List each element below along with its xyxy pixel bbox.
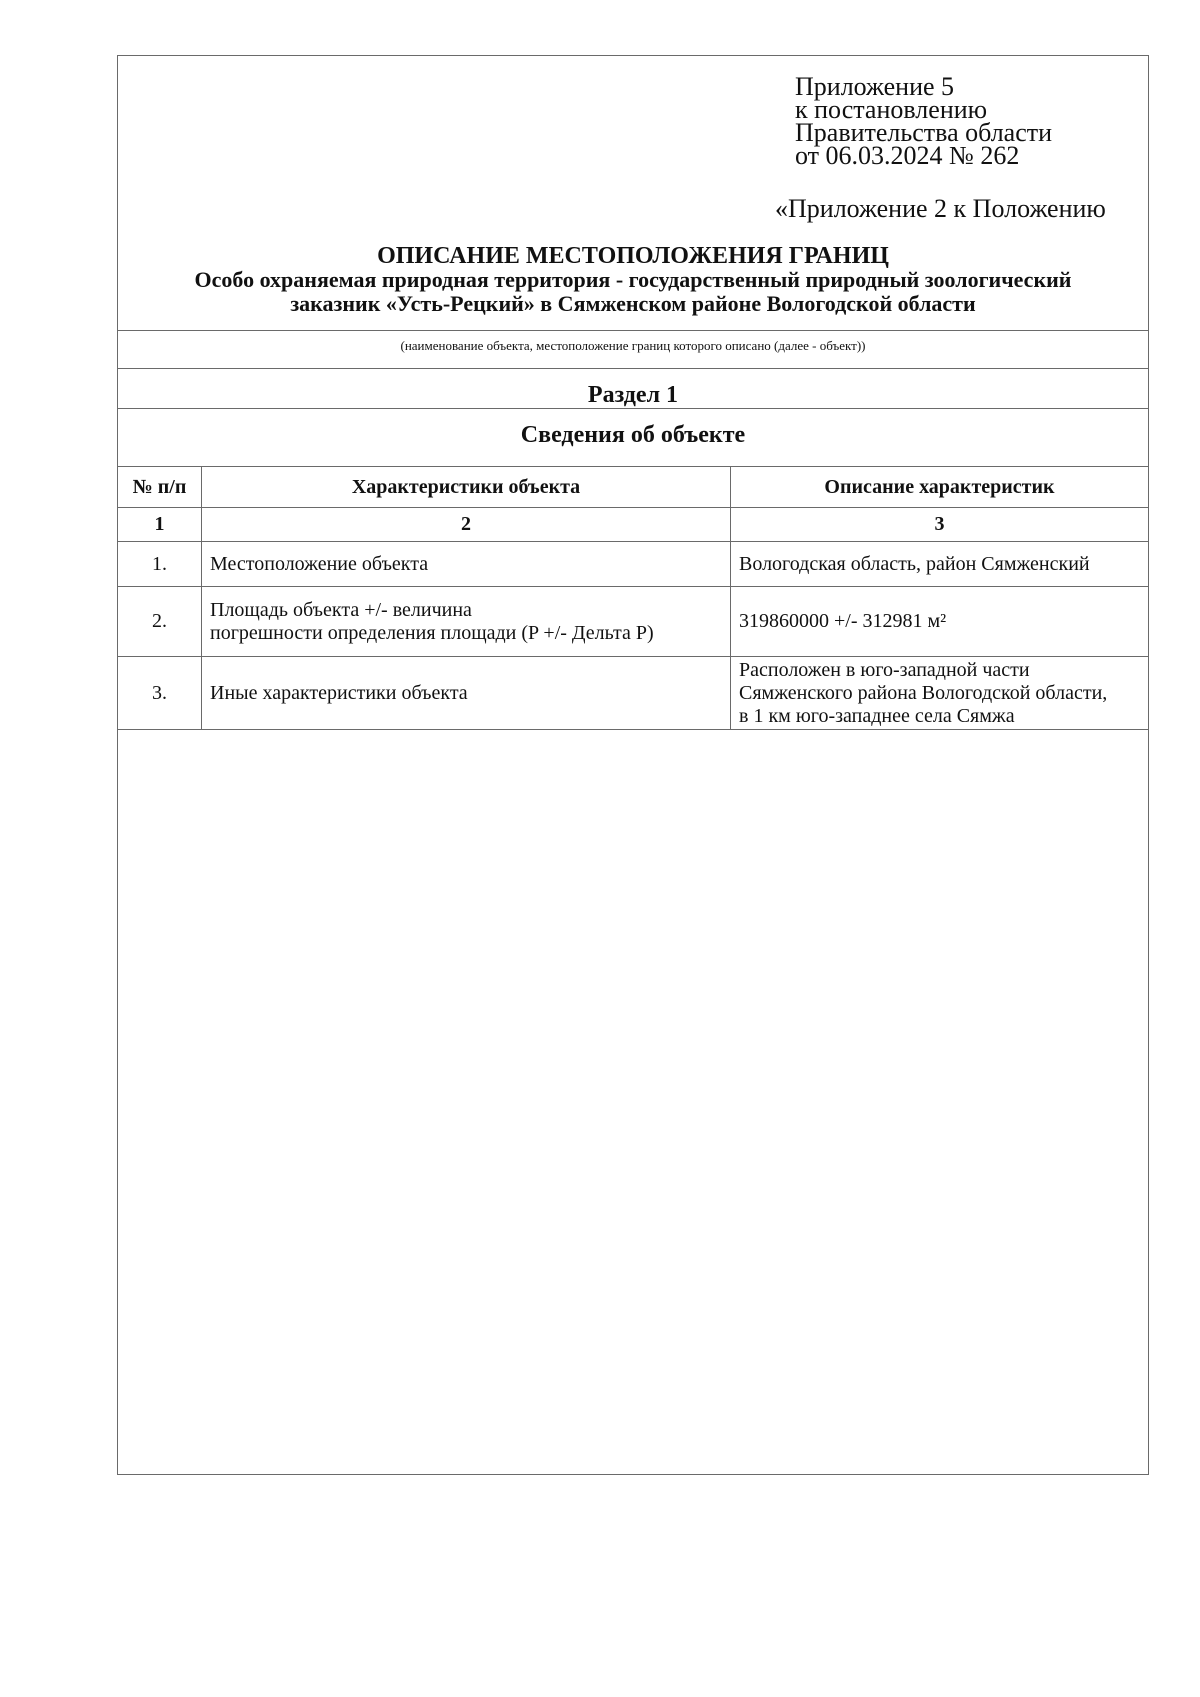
subtitle-line-1: Особо охраняемая природная территория - государственный природный зоологический: [194, 267, 1072, 292]
table-row: [118, 587, 1149, 657]
row-characteristic: Площадь объекта +/- величина погрешности определения площади (P +/- Дельта P): [202, 587, 731, 657]
section-title: Сведения об объекте: [520, 422, 746, 448]
header-number: № п/п: [118, 467, 202, 508]
row-description: Расположен в юго-западной части Сямженского района Вологодской области, в 1 км юго-западнее села Сямжа: [731, 657, 1149, 730]
annex-regulation-reference: «Приложение 2 к Положению: [775, 194, 1106, 223]
section-label: Раздел 1: [587, 382, 679, 408]
object-caption: (наименование объекта, местоположение границ которого описано (далее - объект)): [400, 338, 866, 353]
column-number: 1: [118, 508, 202, 542]
table-header-row: [118, 467, 1149, 508]
annex-line: Приложение 5: [795, 72, 955, 101]
annex-line: Правительства области: [795, 118, 1053, 147]
column-number-row: [118, 508, 1149, 542]
column-number: 3: [731, 508, 1149, 542]
document-subtitle: [117, 268, 1149, 316]
row-number: 1.: [118, 542, 202, 587]
object-info-table: [117, 466, 1149, 730]
row-description: 319860000 +/- 312981 м²: [731, 587, 1149, 657]
table-row: [118, 542, 1149, 587]
column-number: 2: [202, 508, 731, 542]
header-description: Описание характеристик: [731, 467, 1149, 508]
table-row: [118, 657, 1149, 730]
row-characteristic: Иные характеристики объекта: [202, 657, 731, 730]
divider: [117, 408, 1149, 409]
row-number: 2.: [118, 587, 202, 657]
header-characteristic: Характеристики объекта: [202, 467, 731, 508]
divider: [117, 368, 1149, 369]
row-description: Вологодская область, район Сямженский: [731, 542, 1149, 587]
document-title: ОПИСАНИЕ МЕСТОПОЛОЖЕНИЯ ГРАНИЦ: [377, 243, 889, 269]
annex-reference: [795, 72, 1053, 170]
row-characteristic: Местоположение объекта: [202, 542, 731, 587]
annex-line: от 06.03.2024 № 262: [795, 141, 1020, 170]
subtitle-line-2: заказник «Усть-Рецкий» в Сямженском районе Вологодской области: [290, 291, 976, 316]
row-number: 3.: [118, 657, 202, 730]
divider: [117, 330, 1149, 331]
annex-line: к постановлению: [795, 95, 988, 124]
